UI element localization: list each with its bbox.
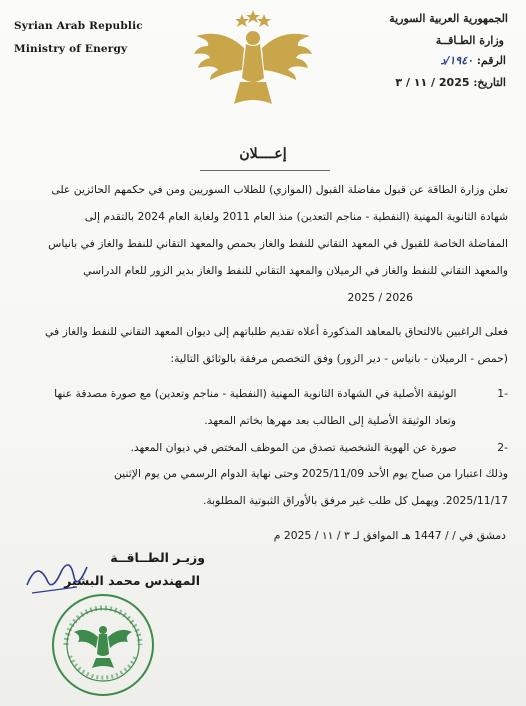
damascus-date-line: دمشق في / / 1447 هـ الموافق لـ ٣ / ١١ / 2025 م: [273, 529, 506, 542]
eagle-emblem-icon: [188, 8, 318, 113]
paragraph-line: تعلن وزارة الطاقة عن قبول مفاضلة القبول (الموازي) للطلاب السوريين ومن في حكمهم الحائزين على: [51, 183, 508, 196]
documents-list: [18, 380, 508, 461]
paragraph-announcement: [18, 176, 508, 311]
title-underline: [200, 170, 330, 171]
paragraph-line: 2025/11/17. ويهمل كل طلب غير مرفق بالأوراق الثبوتية المطلوبة.: [202, 494, 508, 507]
paragraph-line: والمعهد التقاني للنفط والغاز في الرميلان والمعهد التقاني للنفط والغاز بدير الزور للعام الدراسي: [83, 264, 508, 277]
paragraph-line: وذلك اعتبارا من صباح يوم الأحد 2025/11/09 وحتى نهاية الدوام الرسمي من يوم الإثنين: [114, 467, 508, 480]
list-item-text: صورة عن الهوية الشخصية تصدق من الموظف المختص في ديوان المعهد.: [130, 441, 457, 454]
ministry-stamp-icon: [48, 590, 158, 700]
list-item: [18, 380, 508, 407]
header-country-en: Syrian Arab Republic: [14, 20, 143, 32]
list-item-continuation: وتعاد الوثيقة الأصلية إلى الطالب بعد مهرها بخاتم المعهد.: [204, 414, 456, 427]
paragraph-dates: [18, 460, 508, 514]
header-ref: [440, 54, 506, 67]
header-ministry-en: Ministry of Energy: [14, 43, 128, 55]
list-item-number: -1: [497, 387, 508, 400]
header-country-ar: الجمهورية العربية السورية: [389, 12, 508, 25]
date-value: 2025 / ١١ / ٣: [395, 76, 470, 89]
paragraph-line: 2025 / 2026: [347, 291, 413, 304]
page-title: إعــــلان: [239, 146, 287, 162]
list-item-text: الوثيقة الأصلية في الشهادة الثانوية المهنية (النفطية - مناجم وتعدين) مع صورة مصدقة عنها: [54, 387, 457, 400]
ref-label: الرقم:: [476, 54, 506, 67]
list-item-number: -2: [497, 441, 508, 454]
paragraph-application: [18, 318, 508, 372]
signature-name: المهندس محمد البشير: [64, 573, 200, 588]
paragraph-line: شهادة الثانوية المهنية (النفطية - مناجم التعدين) منذ العام 2011 ولغاية العام 2024 بالتقدم إلى: [84, 210, 508, 223]
date-label: التاريخ:: [473, 76, 506, 89]
paragraph-line: فعلى الراغبين بالالتحاق بالمعاهد المذكورة أعلاه تقديم طلباتهم إلى ديوان المعهد التقاني للنفط والغاز في: [45, 325, 508, 338]
paragraph-line: المفاضلة الخاصة للقبول في المعهد التقاني للنفط والغاز بحمص والمعهد التقاني للنفط والغاز في بانياس: [48, 237, 508, 250]
signature-title: وزيـر الطــاقــة: [110, 550, 205, 565]
header-date: [395, 76, 506, 89]
ref-value: ١٩٤٠/د: [440, 54, 474, 67]
header-ministry-ar: وزارة الطـاقــة: [435, 34, 504, 47]
paragraph-line: (حمص - الرميلان - بانياس - دير الزور) وفق التخصص مرفقة بالوثائق التالية:: [170, 352, 508, 365]
list-item: [18, 434, 508, 461]
